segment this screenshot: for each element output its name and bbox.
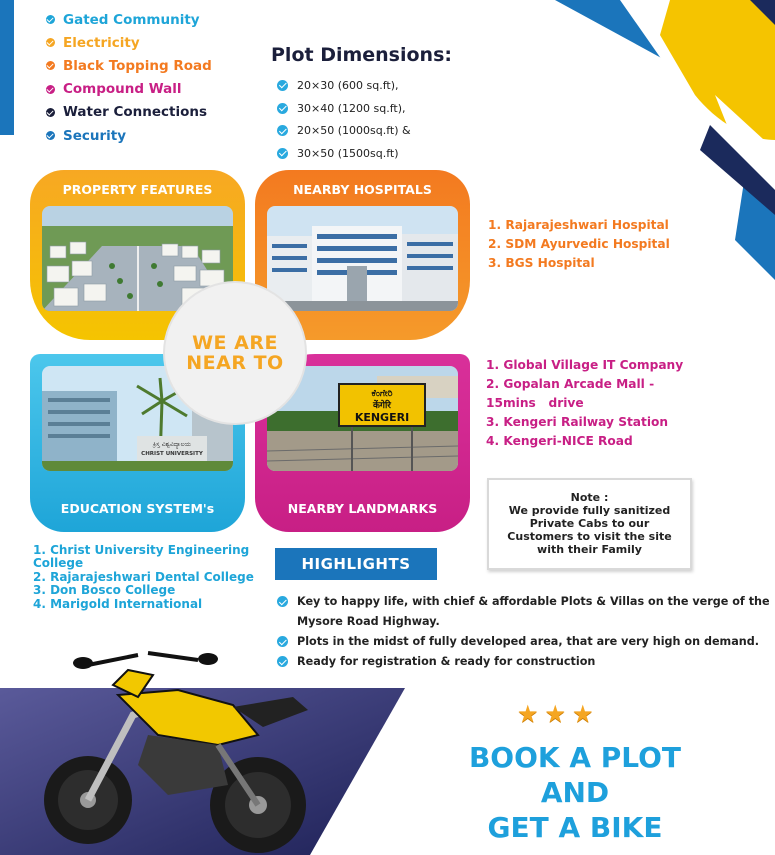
amenity-label: Compound Wall (63, 81, 182, 98)
amenity-label: Water Connections (63, 104, 208, 121)
plot-dimension-label: 30×50 (1500sq.ft) (297, 146, 399, 160)
plot-dimension-item (277, 97, 411, 120)
note-line: We provide fully sanitized (508, 504, 671, 517)
amenity-item (46, 78, 212, 101)
landmark-item: 15mins drive (486, 396, 584, 410)
check-dot-icon (46, 108, 55, 117)
landmark-item: 1. Global Village IT Company (486, 358, 684, 372)
hospital-item: 1. Rajarajeshwari Hospital (488, 218, 669, 232)
star-icon: ★ (572, 700, 594, 728)
promo-line-2: AND (540, 776, 610, 809)
station-sign-kannada: ಕೆಂಗೇರಿ (371, 389, 393, 399)
education-item: 2. Rajarajeshwari Dental College (33, 569, 254, 584)
highlight-item (277, 632, 772, 652)
highlight-item (277, 592, 772, 632)
badge-line-2: NEAR TO (186, 352, 284, 374)
promo-line-3: GET A BIKE (487, 811, 663, 844)
highlight-text: Plots in the midst of fully developed area, that are very high on demand. (297, 635, 759, 648)
amenity-item (46, 101, 212, 124)
plot-dimension-label: 30×40 (1200 sq.ft), (297, 101, 406, 115)
school-sign-english: CHRIST UNIVERSITY (141, 451, 203, 457)
education-system-caption: EDUCATION SYSTEM's (60, 501, 215, 516)
landmark-item: 2. Gopalan Arcade Mall - (486, 377, 655, 391)
amenity-label: Black Topping Road (63, 57, 212, 74)
left-accent-bar (0, 0, 14, 135)
plot-dimension-item (277, 142, 411, 165)
promo-line-1: BOOK A PLOT (468, 741, 682, 774)
amenity-label: Gated Community (63, 11, 200, 28)
check-icon (277, 80, 288, 91)
check-icon (277, 125, 288, 136)
we-are-near-to-badge (165, 283, 305, 423)
school-sign-kannada: ಕ್ರಿಸ್ತ ವಿಶ್ವವಿದ್ಯಾಲಯ (153, 441, 191, 448)
note-line: Private Cabs to our (529, 517, 650, 530)
amenity-item (46, 124, 212, 147)
motorbike-image (28, 635, 328, 855)
amenity-item (46, 8, 212, 31)
plot-dimension-label: 20×50 (1000sq.ft) & (297, 124, 411, 138)
landmarks-list (486, 358, 683, 453)
plot-dimension-item (277, 119, 411, 142)
check-icon (277, 148, 288, 159)
education-item: 3. Don Bosco College (33, 583, 176, 598)
station-sign-hindi: केंगेरि (373, 401, 391, 411)
highlight-item (277, 652, 772, 672)
property-features-caption: PROPERTY FEATURES (62, 182, 213, 197)
nearby-hospitals-caption: NEARBY HOSPITALS (293, 182, 432, 197)
education-list (33, 544, 263, 611)
station-sign-english: KENGERI (354, 411, 410, 424)
plot-dimension-label: 20×30 (600 sq.ft), (297, 78, 399, 92)
amenity-label: Security (63, 127, 127, 144)
star-icon: ★ (517, 700, 539, 728)
check-dot-icon (46, 85, 55, 94)
plot-dimensions-list (277, 74, 411, 165)
star-icon: ★ (544, 700, 567, 728)
amenities-list (46, 8, 212, 147)
check-dot-icon (46, 15, 55, 24)
amenity-item (46, 54, 212, 77)
check-dot-icon (46, 61, 55, 70)
check-icon (277, 103, 288, 114)
check-icon (277, 596, 288, 607)
promo-headline (440, 740, 710, 845)
landmark-item: 3. Kengeri Railway Station (486, 415, 669, 429)
hospitals-list (488, 218, 670, 275)
highlight-text: Key to happy life, with chief & affordable Plots & Villas on the verge of the Mysore Road Highway. (297, 595, 770, 628)
highlight-text: Ready for registration & ready for construction (297, 655, 596, 668)
note-line: Customers to visit the site (507, 530, 672, 543)
nearby-landmarks-caption: NEARBY LANDMARKS (287, 501, 438, 516)
amenity-label: Electricity (63, 34, 140, 51)
plot-dimensions-title: Plot Dimensions: (271, 44, 452, 66)
landmark-item: 4. Kengeri-NICE Road (486, 434, 633, 448)
hospital-building-photo (267, 206, 458, 311)
highlights-list (277, 592, 772, 672)
education-item: 1. Christ University Engineering College (33, 543, 250, 571)
cab-note-box (487, 478, 692, 570)
note-title: Note : (570, 491, 609, 504)
amenity-item (46, 31, 212, 54)
note-line: with their Family (537, 543, 642, 556)
highlights-heading: HIGHLIGHTS (275, 548, 437, 580)
hospital-item: 3. BGS Hospital (488, 256, 595, 270)
badge-line-1: WE ARE (192, 332, 278, 354)
check-dot-icon (46, 38, 55, 47)
check-dot-icon (46, 131, 55, 140)
plot-dimension-item (277, 74, 411, 97)
hospital-item: 2. SDM Ayurvedic Hospital (488, 237, 670, 251)
rating-stars (517, 702, 594, 726)
education-item: 4. Marigold International (33, 596, 203, 611)
